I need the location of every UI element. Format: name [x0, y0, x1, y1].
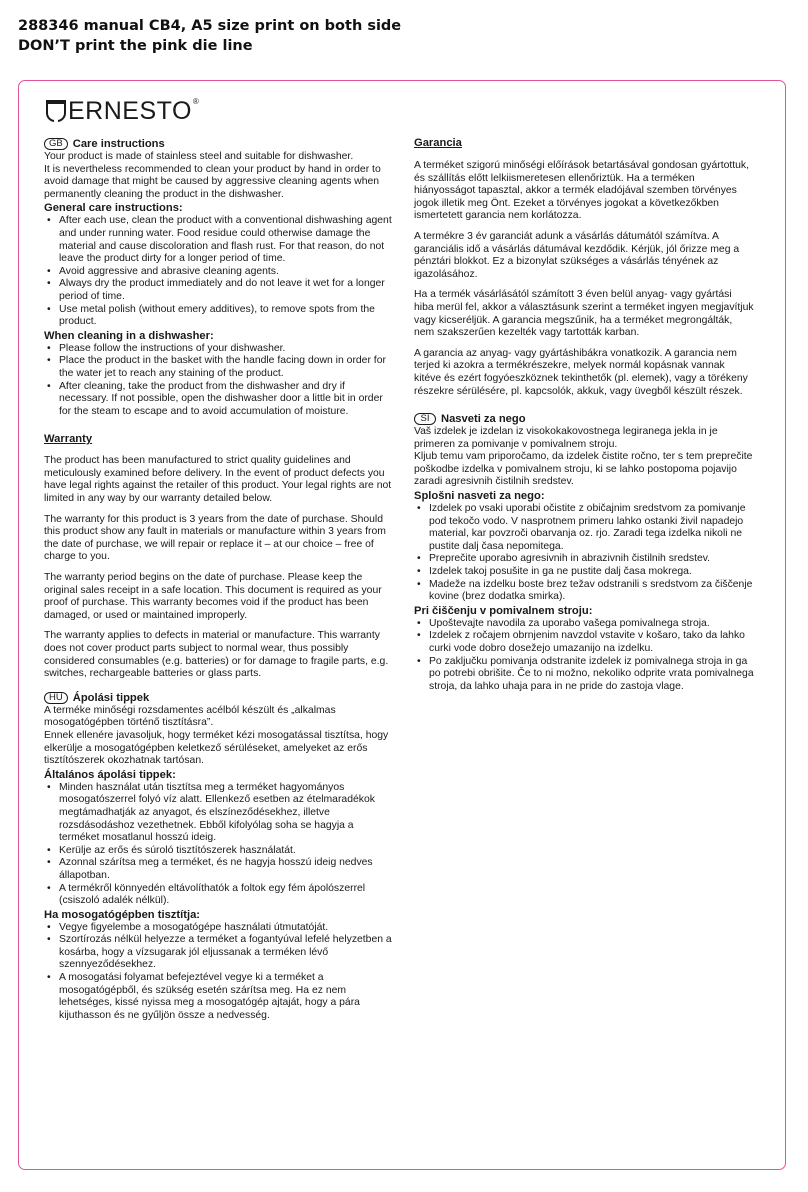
- gb-warranty-heading: Warranty: [44, 433, 93, 446]
- list-item: • Place the product in the basket with the handle facing down in order for the water jet to reach any staining of the product.: [44, 355, 392, 380]
- si-dishwasher-list: [414, 618, 754, 694]
- print-instructions: [18, 16, 401, 56]
- list-item: • After each use, clean the product with a conventional dishwashing agent and under running water. Food residue could otherwise damage the material and cause discoloration and flash rust. For that reason, do not leave the product dirty for a longer period of time.: [44, 215, 392, 265]
- list-item: • Szortírozás nélkül helyezze a terméket a fogantyúval lefelé helyzetben a kosárba, hogy a vízsugarak jól eljussanak a terméken lévő szennyeződésekhez.: [44, 934, 392, 972]
- list-item: • Always dry the product immediately and do not leave it wet for a longer period of time.: [44, 278, 392, 303]
- si-section-heading: [414, 412, 754, 426]
- print-instruction-line-1: 288346 manual CB4, A5 size print on both side: [18, 18, 402, 34]
- hu-language-badge: HU: [44, 692, 68, 704]
- right-column: [414, 136, 754, 693]
- print-instruction-line-2: DON’T print the pink die line: [18, 38, 253, 54]
- si-dishwasher-heading: Pri čiščenju v pomivalnem stroju:: [414, 604, 593, 617]
- hu-section-heading: [44, 691, 392, 705]
- list-item: • Please follow the instructions of your dishwasher.: [44, 343, 392, 356]
- hu-dishwasher-list: [44, 922, 392, 1023]
- si-language-badge: SI: [414, 413, 436, 425]
- hu-warranty-para: A terméket szigorú minőségi előírások betartásával gondosan gyártottuk, és szállítás előtt lelkiismeretesen ellenőriztük. Ha a terméken hiányosságot tapasztal, akkor a termék eladójával szemben törvényes jogok illetik meg Önt. Ezeket a törvényes jogokat a következőkben ismertetett garancia nem korlátozza.: [414, 160, 749, 222]
- list-item: • Izdelek z ročajem obrnjenim navzdol vstavite v košaro, tako da lahko curki vode dobro dosežejo umazanijo na izdelku.: [414, 630, 754, 655]
- hu-warranty-heading: Garancia: [414, 137, 462, 149]
- gb-title: Care instructions: [72, 138, 165, 150]
- gb-dishwasher-list: [44, 343, 392, 419]
- gb-warranty-para: The warranty for this product is 3 years from the date of purchase. Should this product show any fault in materials or manufacture within 3 years from the date of purchase, we will repair or replace it – at our choice – free of charge to you.: [44, 513, 386, 563]
- list-item: • Izdelek po vsaki uporabi očistite z običajnim sredstvom za pomivanje pod tekočo vodo. V nasprotnem primeru lahko ostanki živil napadejo material, kar povzroči obarvanja oz. rjo. Zaradi tega izdelka nikoli ne pustite dalj časa nepomitega.: [414, 503, 754, 553]
- list-item: • After cleaning, take the product from the dishwasher and dry if necessary. If not possible, open the dishwasher door a little bit in order for the steam to escape and to avoid accumulation of moisture.: [44, 381, 392, 419]
- list-item: • Madeže na izdelku boste brez težav odstranili s sredstvom za čiščenje kovine (brez dodatka smirka).: [414, 579, 754, 604]
- si-intro-2: Kljub temu vam priporočamo, da izdelek čistite ročno, ter s tem preprečite poškodbe izdelka v pomivalnem stroju, ki se lahko postopoma pojavijo zaradi agresivnih čistilnih sredstev.: [414, 451, 753, 488]
- hu-general-heading: Általános ápolási tippek:: [44, 768, 176, 781]
- hu-title: Ápolási tippek: [72, 691, 150, 704]
- gb-section-heading: [44, 137, 392, 151]
- si-title: Nasveti za nego: [441, 413, 526, 426]
- gb-warranty-para: The warranty period begins on the date of purchase. Please keep the original sales receipt in a safe location. This document is required as your proof of purchase. This warranty becomes void if the product has been damaged, or used or maintained improperly.: [44, 572, 382, 621]
- si-intro-1: Vaš izdelek je izdelan iz visokokakovostnega legiranega jekla in je primeren za pomivanje v pomivalnem stroju.: [414, 426, 718, 450]
- hu-general-list: [44, 782, 392, 908]
- list-item: • Upoštevajte navodila za uporabo vašega pomivalnega stroja.: [414, 618, 754, 631]
- list-item: • Po zaključku pomivanja odstranite izdelek iz pomivalnega stroja in ga po potrebi obrišite. Če to ni možno, nekoliko odprite vrata pomivalnega stroja, da lahko uhaja para in ne pride do zastoja vlage.: [414, 656, 754, 694]
- left-column: [44, 137, 392, 1022]
- gb-dishwasher-heading: When cleaning in a dishwasher:: [44, 329, 214, 342]
- list-item: • Vegye figyelembe a mosogatógépe használati útmutatóját.: [44, 922, 392, 935]
- list-item: • A termékről könnyedén eltávolíthatók a foltok egy fém ápolószerrel (csiszoló adalék nélkül).: [44, 883, 392, 908]
- list-item: • Azonnal szárítsa meg a terméket, és ne hagyja hosszú ideig nedves állapotban.: [44, 857, 392, 882]
- gb-general-heading: General care instructions:: [44, 202, 183, 215]
- brand-logo: [46, 96, 199, 126]
- gb-general-list: [44, 215, 392, 328]
- gb-warranty-para: The product has been manufactured to strict quality guidelines and meticulously examined before delivery. In the event of product defects you have legal rights against the retailer of this product. Your legal rights are not limited in any way by our warranty detailed below.: [44, 455, 392, 505]
- hu-warranty-para: A termékre 3 év garanciát adunk a vásárlás dátumától számítva. A garanciális idő a vásárlás dátumával kezdődik. Kérjük, jól őrizze meg a pénztári blokkot. Ez a bizonylat szükséges a vásárlás tényének az igazolásához.: [414, 230, 740, 280]
- si-general-list: [414, 503, 754, 604]
- list-item: • Avoid aggressive and abrasive cleaning agents.: [44, 266, 392, 279]
- hu-intro-2: Ennek ellenére javasoljuk, hogy terméket kézi mosogatással tisztítsa, hogy elkerülje a mosogatógépben keletkező sérüléseket, amelyeket az erős tisztítószerek okozhatnak tartósan.: [44, 729, 389, 767]
- list-item: • Kerülje az erős és súroló tisztítószerek használatát.: [44, 845, 392, 858]
- ernesto-logo-icon: [46, 100, 66, 122]
- gb-intro-1: Your product is made of stainless steel and suitable for dishwasher.: [44, 151, 354, 162]
- hu-warranty-para: Ha a termék vásárlásától számított 3 éven belül anyag- vagy gyártási hiba merül fel, akkor a választásunk szerint a terméket ingyen megjavítjuk vagy kicseréljük. A garancia megszűnik, ha a terméket megrongálták, nem szakszerűen kezelték vagy tartották karban.: [414, 289, 754, 339]
- gb-language-badge: GB: [44, 138, 68, 150]
- si-general-heading: Splošni nasveti za nego:: [414, 490, 545, 503]
- hu-intro-1: A terméke minőségi rozsdamentes acélból készült és „alkalmas mosogatógépben történő tisztításra”.: [44, 704, 336, 729]
- hu-warranty-para: A garancia az anyag- vagy gyártáshibákra vonatkozik. A garancia nem terjed ki azokra a termékrészekre, melyek normál kopásnak vannak kitéve és ezért fogyóeszköznek tekinthetők (pl. elemek), vagy a törékeny részekre sérülésére, pl. kapcsolók, akkuk, vagy üvegből készült részek.: [414, 347, 748, 397]
- list-item: • A mosogatási folyamat befejeztével vegye ki a terméket a mosogatógépből, és szükség esetén szárítsa meg. Ha ez nem lehetséges, kissé nyissa meg a mosogatógép ajtaját, hogy a pára kijuthasson és ne gyűljön össze a nedvesség.: [44, 972, 392, 1022]
- brand-name: ERNESTO®: [68, 96, 200, 125]
- list-item: • Use metal polish (without emery additives), to remove spots from the product.: [44, 304, 392, 329]
- gb-intro-2: It is nevertheless recommended to clean your product by hand in order to avoid damage that might be caused by aggressive cleaning agents when permanently cleaning the product in the dishwasher.: [44, 163, 381, 200]
- hu-dishwasher-heading: Ha mosogatógépben tisztítja:: [44, 908, 201, 921]
- list-item: • Preprečite uporabo agresivnih in abrazivnih čistilnih sredstev.: [414, 553, 754, 566]
- gb-warranty-para: The warranty applies to defects in material or manufacture. This warranty does not cover product parts subject to normal wear, thus possibly considered consumables (e.g. batteries) or for damage to fragile parts, e.g. switches, rechargeable batteries or glass parts.: [44, 630, 389, 680]
- list-item: • Minden használat után tisztítsa meg a terméket hagyományos mosogatószerrel folyó víz alatt. Ellenkező esetben az ételmaradékok megtámadhatják az anyagot, és elszíneződésekhez, illetve rozsdásodáshoz vezethetnek. Ebből kifolyólag soha se hagyja a terméket mosatlanul hosszú ideig.: [44, 782, 392, 845]
- list-item: • Izdelek takoj posušite in ga ne pustite dalj časa mokrega.: [414, 566, 754, 579]
